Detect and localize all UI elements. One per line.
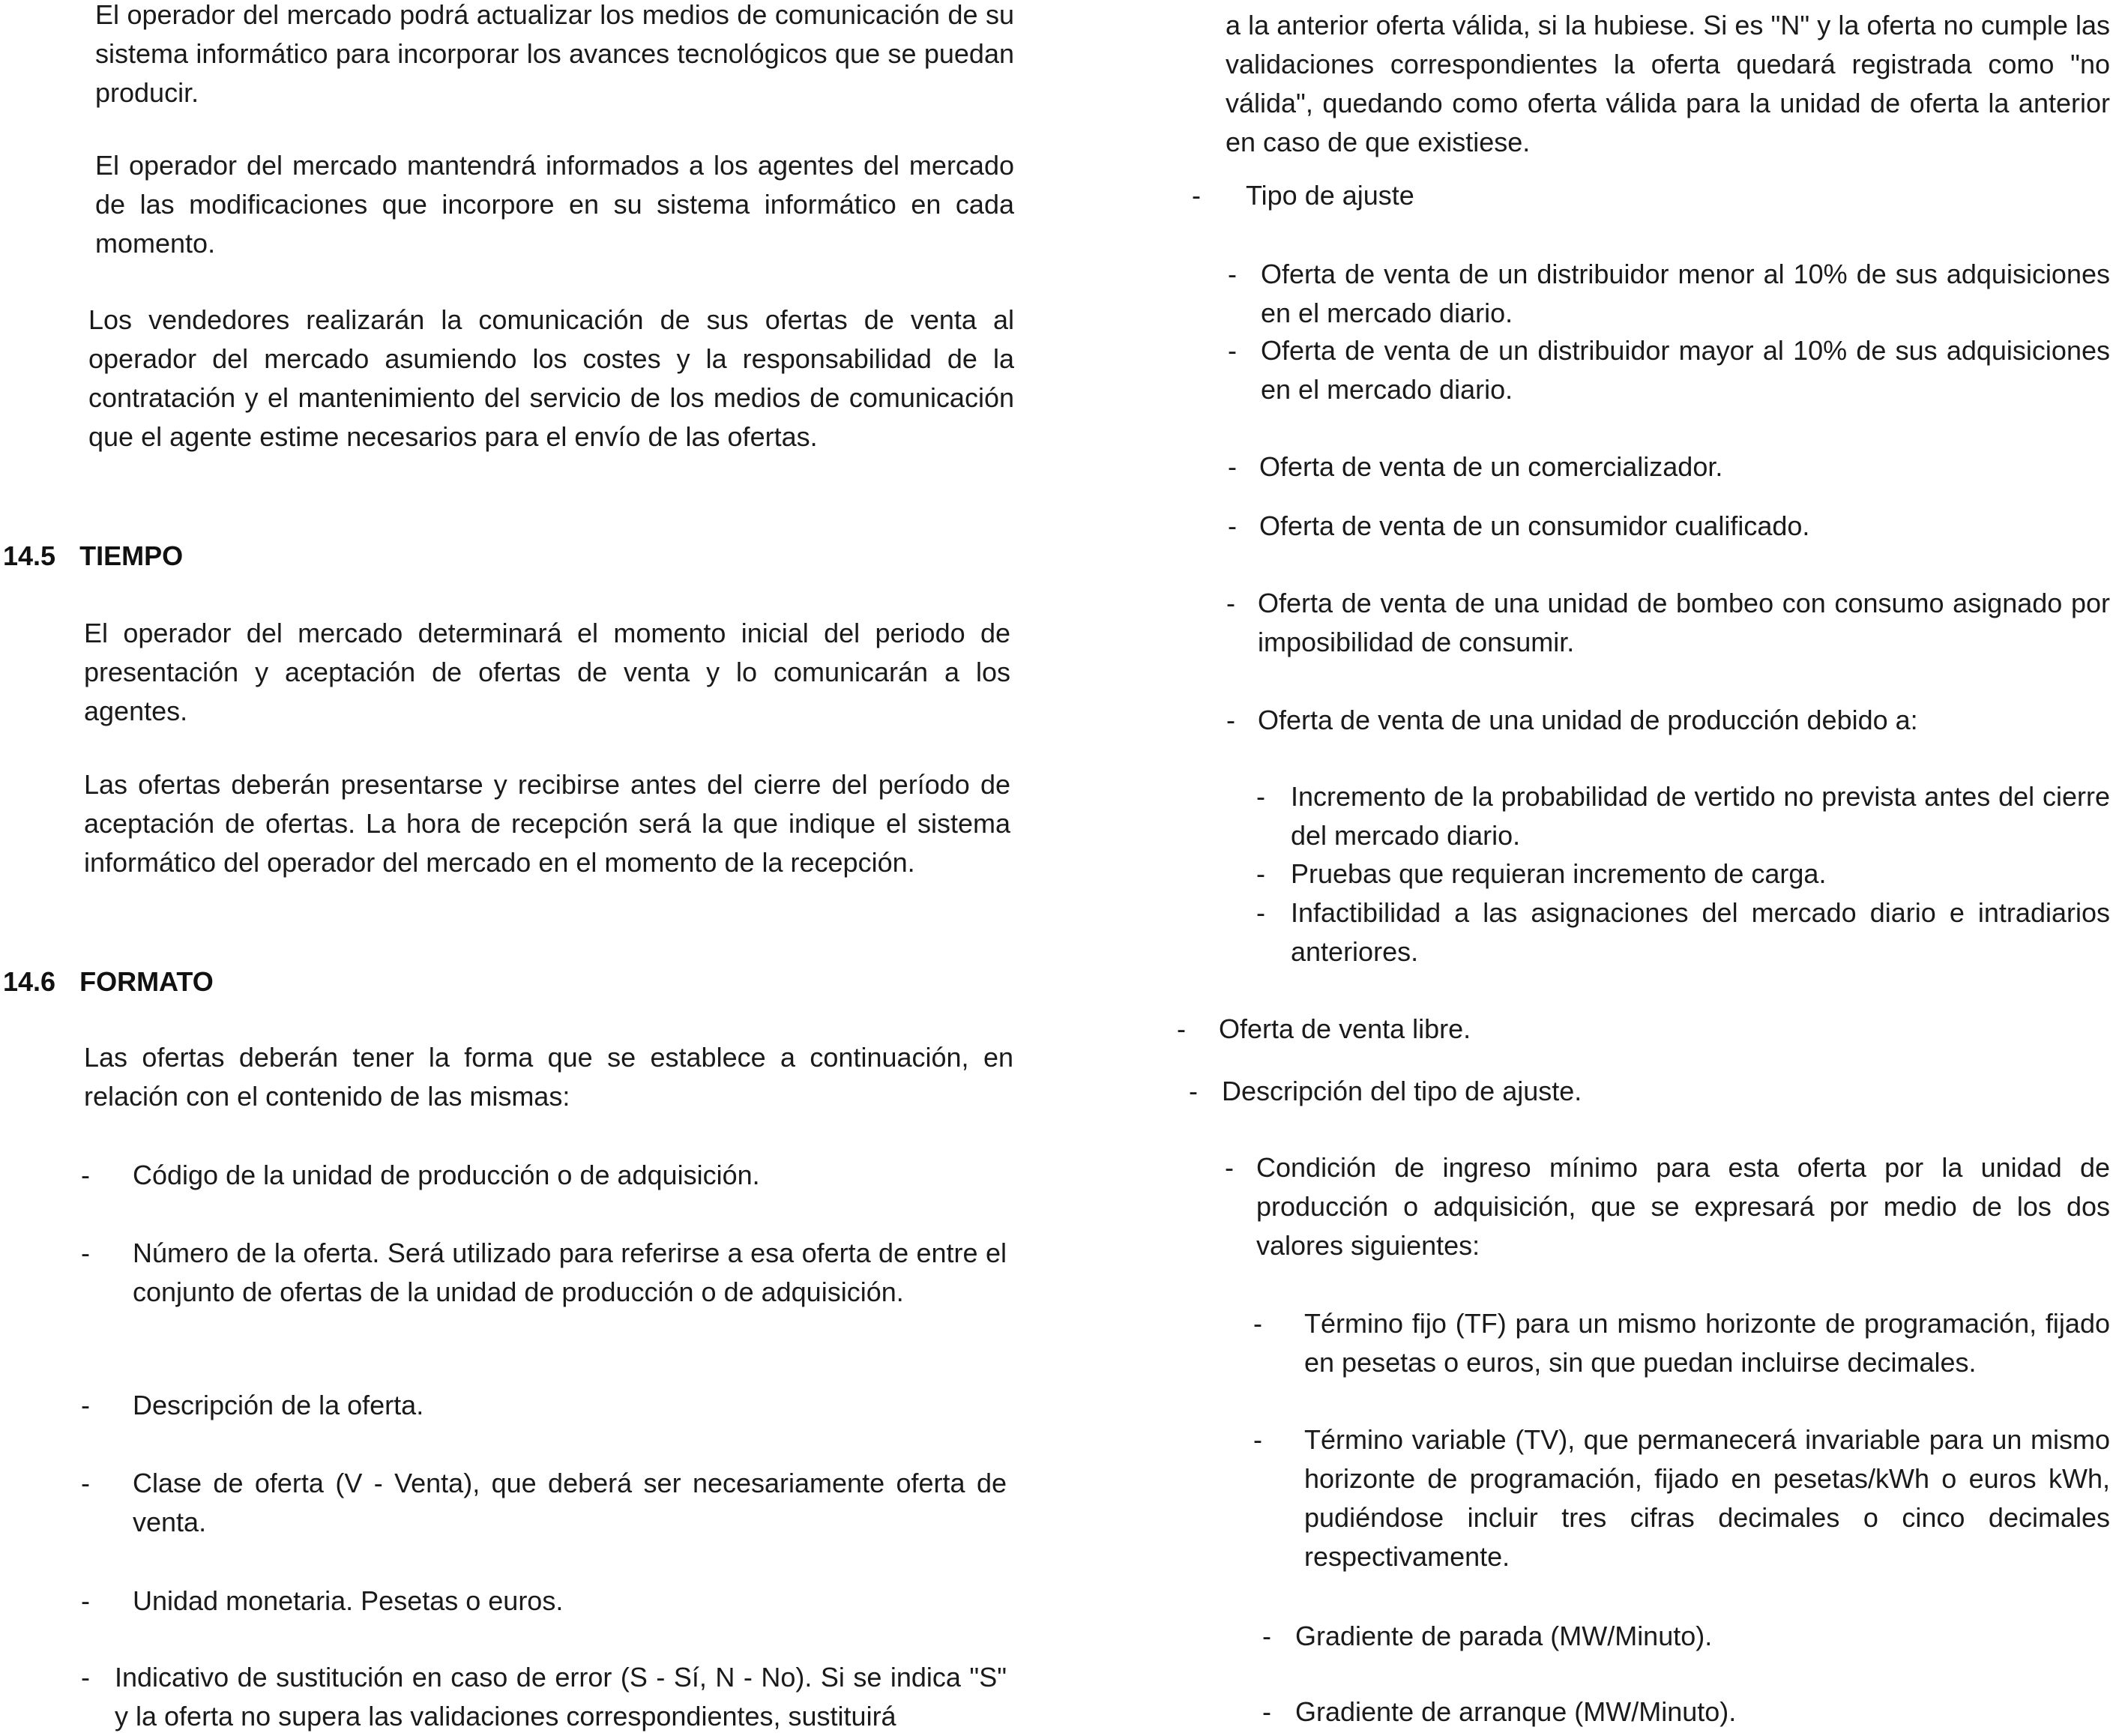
list-item-offer-description: Descripción de la oferta. xyxy=(133,1390,424,1420)
list-item-adjust-description: Descripción del tipo de ajuste. xyxy=(1222,1076,1582,1106)
list-dash: - xyxy=(1262,1621,1271,1651)
list-dash: - xyxy=(81,1585,90,1616)
subsub-item-infeasibility: Infactibilidad a las asignaciones del mercado diario e intradiarios anteriores. xyxy=(1291,897,2110,967)
list-dash: - xyxy=(1192,180,1201,211)
subsub-item-fixed-term: Término fijo (TF) para un mismo horizonte de programación, fijado en pesetas o euros, sin que puedan incluirse decimales. xyxy=(1304,1308,2110,1378)
section-title: FORMATO xyxy=(79,966,214,997)
list-dash: - xyxy=(1225,1152,1234,1183)
list-item-offer-class: Clase de oferta (V - Venta), que deberá ser necesariamente oferta de venta. xyxy=(133,1468,1007,1537)
list-dash: - xyxy=(1177,1013,1186,1044)
paragraph-agents-informed: El operador del mercado mantendrá informados a los agentes del mercado de las modificaciones que incorpore en su sistema informático en cada momento. xyxy=(95,150,1014,259)
list-dash: - xyxy=(1226,588,1235,618)
list-dash: - xyxy=(1262,1696,1271,1727)
sub-item-qualified-consumer: Oferta de venta de un consumidor cualificado. xyxy=(1259,510,1810,541)
list-dash: - xyxy=(1256,781,1265,812)
section-number: 14.5 xyxy=(3,540,56,571)
list-item-substitution: Indicativo de sustitución en caso de error (S - Sí, N - No). Si se indica "S" y la oferta no supera las validaciones correspondientes, sustituirá xyxy=(115,1662,1007,1732)
sub-item-distributor-under-10: Oferta de venta de un distribuidor menor al 10% de sus adquisiciones en el mercado diario. xyxy=(1261,259,2110,328)
list-dash: - xyxy=(1256,858,1265,889)
sub-item-distributor-over-10: Oferta de venta de un distribuidor mayor al 10% de sus adquisiciones en el mercado diario. xyxy=(1261,335,2110,405)
list-dash: - xyxy=(81,1468,90,1498)
subsub-item-load-tests: Pruebas que requieran incremento de carga. xyxy=(1291,858,1827,889)
list-dash: - xyxy=(1253,1424,1262,1455)
list-dash: - xyxy=(1189,1076,1198,1106)
paragraph-comm-update: El operador del mercado podrá actualizar los medios de comunicación de su sistema informático para incorporar los avances tecnológicos que se puedan producir. xyxy=(95,0,1014,108)
subsub-item-start-gradient: Gradiente de arranque (MW/Minuto). xyxy=(1295,1696,1737,1727)
section-title: TIEMPO xyxy=(79,540,184,571)
list-dash: - xyxy=(1256,897,1265,928)
paragraph-sellers-communication: Los vendedores realizarán la comunicación de sus ofertas de venta al operador del mercado asumiendo los costes y la responsabilidad de la contratación y el mantenimiento del servicio de los medios de comunicación que el agente estime necesarios para el envío de las ofertas. xyxy=(88,304,1014,452)
list-dash: - xyxy=(1228,259,1237,289)
paragraph-substitution-continued: a la anterior oferta válida, si la hubiese. Si es "N" y la oferta no cumple las validaciones correspondientes la oferta quedará registrada como "no válida", quedando como oferta válida para la unidad de oferta la anterior en caso de que existiese. xyxy=(1226,10,2110,157)
list-dash: - xyxy=(81,1390,90,1420)
sub-item-production-unit: Oferta de venta de una unidad de producción debido a: xyxy=(1258,705,1918,735)
list-dash: - xyxy=(1228,510,1237,541)
list-item-offer-number: Número de la oferta. Será utilizado para referirse a esa oferta de entre el conjunto de ofertas de la unidad de producción o de adquisición. xyxy=(133,1238,1007,1307)
list-dash: - xyxy=(1228,451,1237,482)
list-dash: - xyxy=(81,1662,90,1693)
list-dash: - xyxy=(81,1238,90,1268)
list-dash: - xyxy=(1226,705,1235,735)
section-number: 14.6 xyxy=(3,966,56,997)
list-dash: - xyxy=(81,1160,90,1190)
paragraph-offer-format: Las ofertas deberán tener la forma que se establece a continuación, en relación con el contenido de las mismas: xyxy=(84,1042,1013,1112)
section-heading-14-5 xyxy=(3,537,183,576)
paragraph-offer-deadline: Las ofertas deberán presentarse y recibirse antes del cierre del período de aceptación de ofertas. La hora de recepción será la que indique el sistema informático del operador del mercado en el momento de la recepción. xyxy=(84,769,1010,878)
list-dash: - xyxy=(1253,1308,1262,1339)
list-item-free-offer: Oferta de venta libre. xyxy=(1219,1013,1471,1044)
subsub-item-stop-gradient: Gradiente de parada (MW/Minuto). xyxy=(1295,1621,1713,1651)
list-item-unit-code: Código de la unidad de producción o de adquisición. xyxy=(133,1160,760,1190)
section-heading-14-6 xyxy=(3,962,214,1001)
sub-item-minimum-income: Condición de ingreso mínimo para esta oferta por la unidad de producción o adquisición, que se expresará por medio de los dos valores siguientes: xyxy=(1256,1152,2110,1261)
subsub-item-spill-probability: Incremento de la probabilidad de vertido no prevista antes del cierre del mercado diario. xyxy=(1291,781,2110,851)
list-item-adjust-type: Tipo de ajuste xyxy=(1246,180,1414,211)
list-dash: - xyxy=(1228,335,1237,366)
paragraph-initial-moment: El operador del mercado determinará el momento inicial del periodo de presentación y aceptación de ofertas de venta y lo comunicarán a los agentes. xyxy=(84,618,1010,726)
list-item-currency: Unidad monetaria. Pesetas o euros. xyxy=(133,1585,564,1616)
subsub-item-variable-term: Término variable (TV), que permanecerá invariable para un mismo horizonte de programación, fijado en pesetas/kWh o euros kWh, pudiéndose incluir tres cifras decimales o cinco decimales respectivamente. xyxy=(1304,1424,2110,1572)
sub-item-retailer: Oferta de venta de un comercializador. xyxy=(1259,451,1723,482)
sub-item-pumping-unit: Oferta de venta de una unidad de bombeo con consumo asignado por imposibilidad de consumir. xyxy=(1258,588,2110,657)
